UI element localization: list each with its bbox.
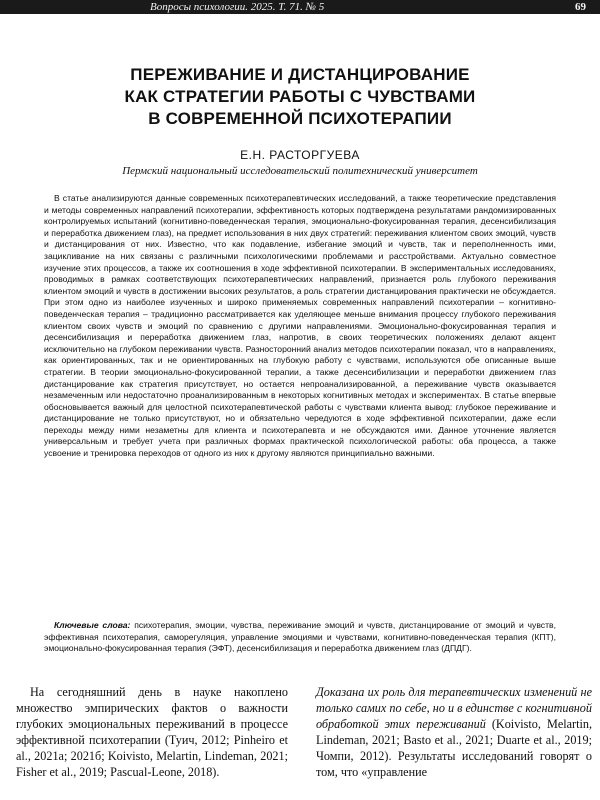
keywords-label: Ключевые слова: — [54, 620, 131, 630]
author-name: Е.Н. РАСТОРГУЕВА — [240, 148, 360, 162]
title-line: КАК СТРАТЕГИИ РАБОТЫ С ЧУВСТВАМИ — [124, 87, 476, 106]
article-title — [40, 64, 560, 130]
body-right-italic: Доказана их роль для терапевтических изменений не только самих по себе, но и в единстве с когнитивной обработкой этих переживаний — [316, 685, 592, 731]
body-right-column — [316, 684, 592, 780]
running-header — [0, 0, 600, 14]
title-line: В СОВРЕМЕННОЙ ПСИХОТЕРАПИИ — [148, 109, 452, 128]
body-right-text: (Koivisto, Melartin, Lindeman, 2021; Basto et al., 2021; Duarte et al., 2019; Чомпи, 2012). Результаты исследований говорят о том, что «управление — [316, 717, 592, 779]
keywords — [44, 620, 556, 655]
author-affiliation: Пермский национальный исследовательский политехнический университет — [122, 165, 478, 177]
page-number: 69 — [575, 1, 586, 13]
journal-citation: Вопросы психологии. 2025. Т. 71. № 5 — [150, 1, 325, 13]
keywords-text: психотерапия, эмоции, чувства, переживание эмоций и чувств, дистанцирование от эмоций и чувств, эффективная психотерапия, саморегуляция, управление эмоциями и чувствами, когнитивно-поведенческая терапия (КПТ), эмоционально-фокусированная терапия (ЭФТ), десенсибилизация и переработка движением глаз (ДПДГ). — [44, 620, 556, 654]
title-line: ПЕРЕЖИВАНИЕ И ДИСТАНЦИРОВАНИЕ — [130, 65, 470, 84]
body-left-column: На сегодняшний день в науке накоплено множество эмпирических фактов о важности глубоких эмоциональных переживаний в процессе эффективной психотерапии (Туич, 2012; Pinheiro et al., 2021a; 2021б; Koivisto, Melartin, Lindeman, 2021; Fisher et al., 2019; Pascual-Leone, 2018). — [16, 685, 288, 779]
abstract: В статье анализируются данные современных психотерапевтических исследований, а также теоретические представления и методы современных направлений психотерапии, эффективность которых подтверждена результатами рандомизированных контролируемых испытаний (когнитивно-поведенческая терапия, эмоционально-фокусированная терапия, десенсибилизация и переработка движением глаз), на предмет использования в них двух стратегий: переживания клиентом своих эмоций, чувств и дистанцирования от них. Известно, что как подавление, избегание эмоций и чувств, так и переполненность ими, зацикливание на них связаны с различными психологическими проблемами и расстройствами. Актуально совместное изучение этих процессов, а также их соотношения в ходе эффективной психотерапии. В экспериментальных исследованиях, проводимых в рамках соответствующих психотерапевтических направлений, признается роль глубокого переживания клиентом эмоций и чувств в достижении высоких результатов, а роль стратегии дистанцирования практически не обсуждается. При этом одно из наиболее изученных и широко применяемых современных направлений психотерапии – когнитивно-поведенческая терапия – традиционно рассматривается как уделяющее меньше внимания процессу глубокого переживания клиентом своих чувств и эмоций по сравнению с другими направлениями. Эмоционально-фокусированная терапия и десенсибилизация и переработка движением глаз, напротив, в своих теоретических положениях делают акцент исключительно на глубоком переживании чувств. Разносторонний анализ методов психотерапии показал, что в направлениях, как ориентированных, так и не ориентированных на глубокую работу с чувствами, используются обе описанные выше стратегии. В теории эмоционально-фокусированной терапии, а также десенсибилизации и переработки движением глаз дистанцирование как стратегия присутствует, но остается непроанализированной, а переживание чувств оказывается незамеченным или недостаточно проанализированным в некоторых когнитивных методах и экспериментах. В статье впервые обосновывается важный для целостной психотерапевтической работы с чувствами клиента вывод: глубокое переживание и дистанцирование не только присутствуют, но и обязательно чередуются в ходе эффективной психотерапии, даже если переходы между ними незаметны для клиента и психотерапевта и не обсуждаются ими. Данное уточнение является универсальным и требует учета при различных формах практической психологической работы: оба процесса, а также усвоение и тренировка переходов от одного из них к другому являются принципиально важными. — [44, 193, 556, 459]
